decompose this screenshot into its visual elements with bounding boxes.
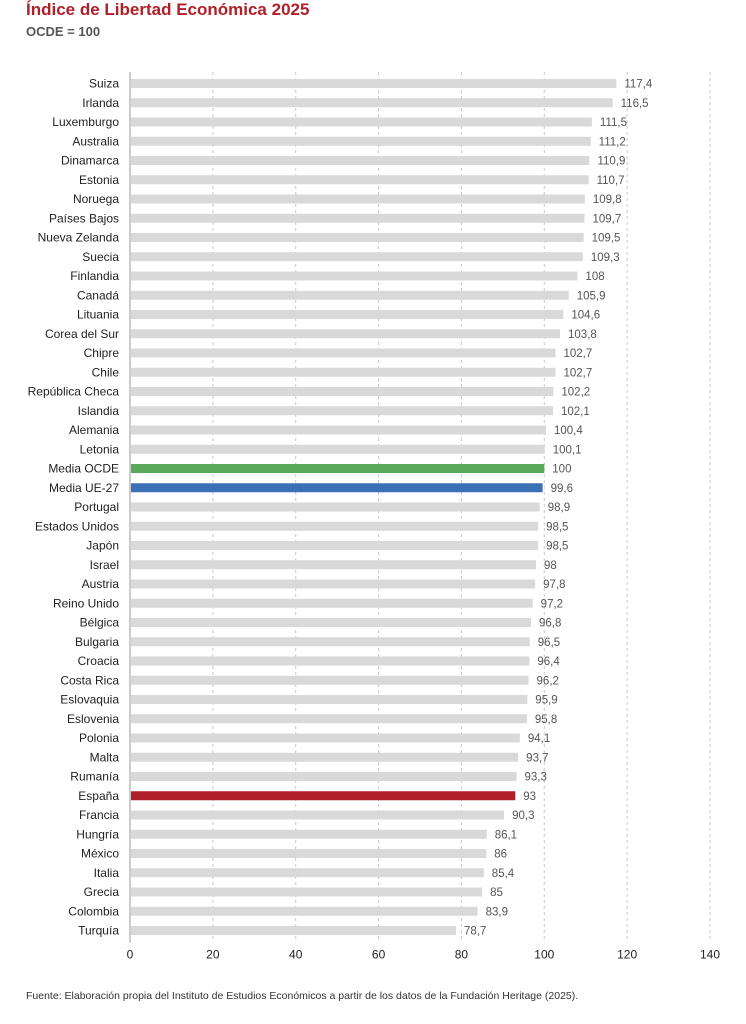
- bar: [131, 483, 543, 492]
- x-tick-label: 120: [617, 947, 638, 962]
- bar: [131, 349, 555, 358]
- x-tick-label: 0: [126, 947, 134, 962]
- value-label: 95,9: [535, 694, 558, 707]
- chart-subtitle: OCDE = 100: [26, 24, 101, 39]
- bar: [131, 637, 530, 646]
- category-label: Australia: [72, 134, 119, 149]
- category-label: Hungría: [76, 827, 119, 842]
- bar: [131, 252, 583, 261]
- value-label: 83,9: [485, 906, 508, 919]
- value-label: 100,4: [553, 425, 583, 437]
- value-label: 78,7: [464, 925, 487, 938]
- value-label: 109,5: [591, 232, 621, 245]
- category-label: Rumanía: [70, 769, 119, 784]
- category-label: Estonia: [78, 172, 119, 187]
- category-label: Israel: [89, 557, 119, 572]
- category-label: Bélgica: [79, 615, 119, 630]
- bar: [131, 676, 529, 685]
- value-label: 110,9: [597, 155, 626, 168]
- bar: [131, 368, 555, 377]
- category-label: Letonia: [79, 442, 119, 457]
- category-label: Malta: [89, 750, 119, 765]
- bar: [131, 791, 515, 800]
- bar: [131, 580, 535, 589]
- bar: [131, 464, 544, 473]
- category-label: Suecia: [82, 249, 119, 264]
- bar: [131, 175, 589, 184]
- x-tick-label: 140: [699, 947, 721, 962]
- bar: [131, 503, 540, 512]
- bar: [131, 560, 536, 569]
- category-label: Noruega: [72, 192, 119, 206]
- bar: [131, 734, 520, 743]
- value-label: 104,6: [571, 309, 601, 322]
- category-label: Nueva Zelanda: [37, 230, 119, 245]
- x-tick-label: 100: [534, 947, 555, 962]
- x-tick-label: 60: [371, 947, 386, 962]
- value-label: 111,5: [599, 117, 628, 129]
- bar: [131, 868, 484, 877]
- category-label: Turquía: [78, 923, 119, 938]
- value-label: 111,2: [598, 136, 626, 149]
- category-label: Chipre: [83, 346, 119, 360]
- value-label: 116,5: [620, 97, 649, 110]
- value-label: 109,8: [592, 194, 622, 206]
- value-label: 96,5: [537, 636, 561, 649]
- value-label: 96,2: [536, 675, 559, 688]
- category-label: Finlandia: [70, 269, 119, 283]
- bar: [131, 195, 585, 204]
- value-label: 93,3: [524, 771, 547, 784]
- category-label: Alemania: [68, 423, 119, 437]
- category-label: Francia: [78, 808, 119, 822]
- bar: [131, 156, 589, 165]
- category-label: Portugal: [74, 500, 119, 514]
- value-label: 98: [544, 559, 557, 572]
- category-label: Islandia: [77, 403, 119, 418]
- bar: [131, 233, 584, 242]
- category-label: Austria: [81, 577, 119, 591]
- category-label: Grecia: [83, 885, 119, 899]
- value-label: 102,2: [561, 386, 591, 399]
- value-label: 97,2: [540, 598, 564, 611]
- source-note: Fuente: Elaboración propia del Instituto de Estudios Económicos a partir de los datos de la Fundación Heritage (2025).: [26, 990, 579, 1002]
- category-label: Corea del Sur: [44, 326, 119, 341]
- x-tick-label: 40: [289, 947, 303, 962]
- category-label: México: [80, 846, 119, 861]
- value-label: 90,3: [512, 810, 535, 822]
- value-label: 117,4: [624, 78, 653, 91]
- value-label: 98,5: [546, 521, 569, 534]
- value-label: 99,6: [550, 482, 574, 495]
- value-label: 96,8: [539, 617, 562, 630]
- category-label: Luxemburgo: [52, 115, 119, 129]
- bar: [131, 599, 533, 608]
- bar: [131, 426, 546, 435]
- bar: [131, 79, 616, 88]
- bar: [131, 811, 504, 820]
- category-label: Bulgaria: [74, 634, 119, 649]
- bar: [131, 291, 569, 300]
- category-label: Eslovenia: [66, 711, 119, 726]
- bar: [131, 849, 486, 858]
- value-label: 105,9: [576, 290, 606, 303]
- value-label: 102,7: [563, 367, 593, 380]
- category-label: Dinamarca: [60, 153, 119, 168]
- value-label: 102,7: [563, 348, 593, 360]
- bar: [131, 406, 553, 415]
- bar: [131, 926, 456, 935]
- x-tick-label: 80: [454, 947, 469, 962]
- bar: [131, 329, 560, 338]
- value-label: 96,4: [537, 656, 560, 668]
- bar: [131, 214, 584, 223]
- category-label: Canadá: [76, 288, 119, 303]
- bar: [131, 657, 529, 666]
- category-label: Irlanda: [82, 95, 119, 110]
- value-label: 98,5: [546, 540, 569, 553]
- bar: [131, 445, 545, 454]
- value-label: 85,4: [491, 867, 515, 880]
- category-label: Suiza: [88, 76, 119, 91]
- value-label: 85: [490, 887, 503, 899]
- category-label: Eslovaquia: [60, 692, 119, 707]
- value-label: 110,7: [596, 174, 625, 187]
- category-label: Países Bajos: [48, 211, 119, 226]
- bar: [131, 695, 527, 704]
- value-label: 93,7: [526, 752, 549, 765]
- bar: [131, 137, 591, 146]
- bar: [131, 272, 577, 281]
- category-label: Japón: [86, 538, 119, 553]
- category-label: Reino Unido: [52, 596, 119, 611]
- chart-title: Índice de Libertad Económica 2025: [26, 0, 310, 19]
- category-label: Costa Rica: [60, 673, 119, 688]
- bar: [131, 714, 527, 723]
- value-label: 98,9: [547, 502, 571, 514]
- category-label: República Checa: [27, 384, 119, 399]
- category-label: Italia: [93, 865, 119, 880]
- bar: [131, 98, 613, 107]
- bar: [131, 118, 592, 127]
- value-label: 97,8: [543, 579, 566, 591]
- value-label: 95,8: [534, 713, 558, 726]
- bar: [131, 541, 538, 550]
- value-label: 94,1: [527, 733, 551, 745]
- category-label: Polonia: [78, 731, 119, 745]
- category-label: Media UE-27: [48, 480, 119, 495]
- bar: [131, 618, 531, 627]
- category-label: Lituania: [76, 307, 119, 322]
- category-label: Media OCDE: [48, 461, 119, 476]
- bar: [131, 772, 517, 781]
- value-label: 86: [494, 848, 508, 861]
- value-label: 93: [523, 790, 537, 803]
- bar: [131, 387, 553, 396]
- value-label: 100,1: [552, 444, 582, 457]
- category-label: Colombia: [68, 904, 119, 919]
- category-label: España: [78, 788, 119, 803]
- bar: [131, 830, 487, 839]
- bar: [131, 310, 563, 319]
- value-label: 103,8: [568, 328, 597, 341]
- x-tick-label: 20: [206, 947, 220, 962]
- value-label: 109,3: [590, 251, 620, 264]
- category-label: Estados Unidos: [34, 519, 119, 534]
- category-label: Chile: [91, 365, 119, 380]
- value-label: 108: [585, 271, 605, 283]
- bar: [131, 522, 538, 531]
- value-label: 86,1: [494, 829, 518, 842]
- category-label: Croacia: [77, 654, 119, 668]
- bar: [131, 753, 518, 762]
- bar: [131, 888, 482, 897]
- value-label: 102,1: [560, 405, 590, 418]
- bar: [131, 907, 478, 916]
- value-label: 109,7: [592, 213, 622, 226]
- value-label: 100: [552, 463, 572, 476]
